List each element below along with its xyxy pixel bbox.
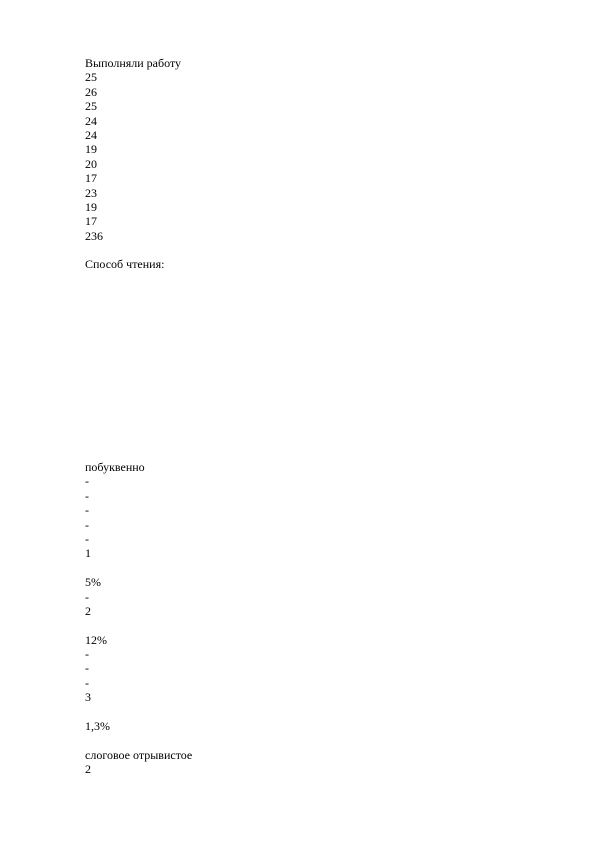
value-item: 3 (85, 690, 91, 705)
dash-item: - (85, 488, 89, 503)
value-item: 2 (85, 603, 91, 618)
dash-item: - (85, 474, 89, 489)
number-item: 25 (85, 70, 97, 85)
percent-item: 5% (85, 575, 101, 590)
value-item: 2 (85, 762, 91, 777)
dash-item: - (85, 517, 89, 532)
number-item: 24 (85, 113, 97, 128)
number-item: 26 (85, 84, 97, 99)
spacer (85, 733, 505, 747)
number-item: 23 (85, 185, 97, 200)
dash-item: - (85, 661, 89, 676)
number-item: 17 (85, 214, 97, 229)
percent-item: 12% (85, 632, 107, 647)
reading-method-heading: Способ чтения: (85, 257, 165, 272)
percent-item: 1,3% (85, 719, 110, 734)
dash-item: - (85, 589, 89, 604)
number-item: 25 (85, 99, 97, 114)
spacer (85, 561, 505, 575)
letter-by-letter-label: побуквенно (85, 460, 145, 474)
dash-item: - (85, 531, 89, 546)
dash-item: - (85, 503, 89, 518)
work-summary-block (85, 56, 505, 272)
dash-item: - (85, 647, 89, 662)
spacer (85, 705, 505, 719)
number-item: 19 (85, 199, 97, 214)
number-item: 17 (85, 171, 97, 186)
syllabic-label: слоговое отрывистое (85, 747, 193, 762)
number-item: 20 (85, 156, 97, 171)
reading-method-block (85, 460, 505, 777)
value-item: 1 (85, 546, 91, 561)
number-item: 24 (85, 127, 97, 142)
spacer (85, 243, 505, 257)
spacer (85, 618, 505, 632)
number-total: 236 (85, 228, 103, 243)
dash-item: - (85, 675, 89, 690)
work-heading: Выполняли работу (85, 56, 182, 70)
number-item: 19 (85, 142, 97, 157)
